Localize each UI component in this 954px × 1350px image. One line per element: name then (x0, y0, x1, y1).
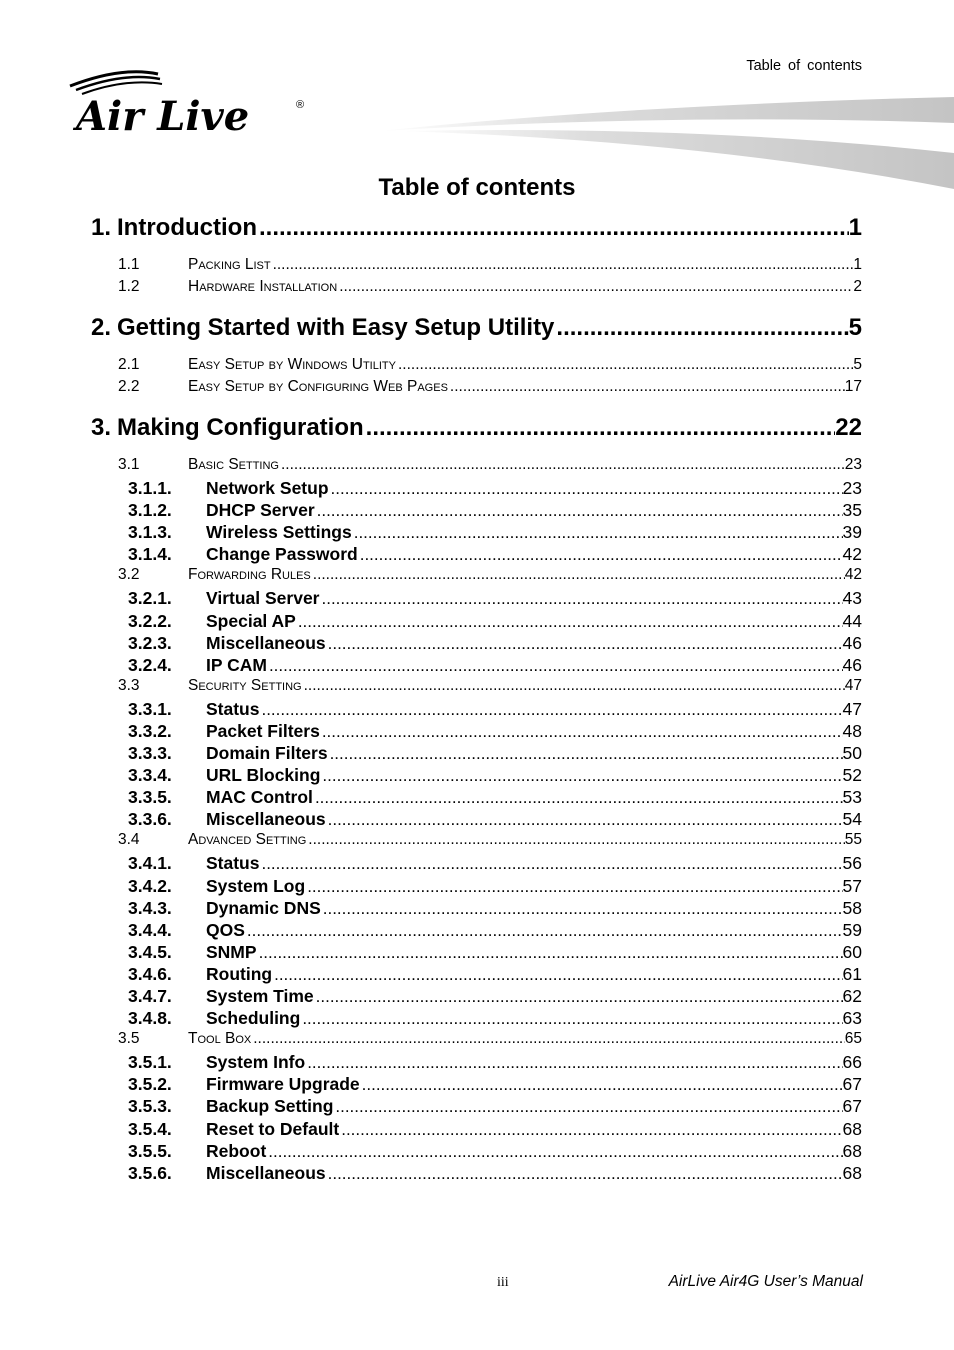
toc-entry-sub[interactable] (91, 765, 862, 787)
toc-entry-label: Reboot (206, 1140, 267, 1161)
toc-entry-label: System Log (206, 875, 306, 896)
toc-entry-sub[interactable] (91, 920, 862, 942)
toc-entry-label: DHCP Server (206, 500, 315, 521)
toc-entry-label: IP CAM (206, 654, 267, 675)
footer-manual-title: AirLive Air4G User’s Manual (668, 1273, 863, 1290)
toc-entry-page: 50 (842, 743, 862, 763)
toc-entry-number: 3.1 (118, 456, 140, 473)
dot-leader (328, 634, 843, 654)
toc-entry-number: 3.5.3. (128, 1096, 172, 1117)
dot-leader (313, 566, 845, 584)
toc-entry-number: 2.2 (118, 378, 140, 395)
toc-entry-number: 3.5.4. (128, 1118, 172, 1139)
dot-leader (261, 854, 842, 874)
running-header: Table of contents (746, 58, 862, 74)
dot-leader (322, 766, 842, 786)
toc-entry-sub[interactable] (91, 544, 862, 566)
toc-entry-page: 35 (842, 500, 862, 521)
toc-entry-sub[interactable] (91, 1096, 862, 1118)
toc-entry-number: 3.2.1. (128, 588, 172, 609)
toc-entry-number: 3.4.1. (128, 853, 172, 874)
dot-leader (335, 1097, 842, 1117)
toc-entry-page: 62 (842, 986, 862, 1006)
dot-leader (341, 1120, 842, 1140)
toc-entry-label: Status (206, 698, 260, 719)
toc-entry-number: 3.4.5. (128, 941, 172, 962)
toc-entry-number: 3.5.2. (128, 1074, 172, 1095)
dot-leader (281, 456, 845, 474)
toc-entry-page: 17 (844, 378, 862, 395)
toc-entry-sub[interactable] (91, 787, 862, 809)
toc-entry-page: 68 (842, 1118, 862, 1139)
toc-entry-number: 3.3.5. (128, 787, 172, 808)
toc-entry-sub[interactable] (91, 699, 862, 721)
toc-entry-label: Special AP (206, 610, 296, 631)
toc-entry-label: Scheduling (206, 1008, 301, 1029)
toc-entry-number: 3.1.4. (128, 544, 172, 565)
toc-entry-number: 3.5.5. (128, 1140, 172, 1161)
toc-entry-number: 3.3.4. (128, 765, 172, 786)
dot-leader (307, 1053, 842, 1073)
toc-entry-label: MAC Control (206, 787, 313, 808)
dot-leader (316, 987, 843, 1007)
dot-leader (259, 943, 843, 963)
toc-entry-label: Firmware Upgrade (206, 1074, 360, 1095)
toc-entry-label: Network Setup (206, 478, 329, 498)
toc-entry-page: 22 (835, 414, 862, 441)
dot-leader (322, 722, 843, 742)
toc-entry-page: 53 (842, 787, 862, 808)
toc-entry-number: 2.1 (118, 356, 140, 373)
toc-entry-sub[interactable] (91, 478, 862, 500)
toc-entry-sub[interactable] (91, 1141, 862, 1163)
toc-entry-sub[interactable] (91, 986, 862, 1008)
toc-entry-label: SNMP (206, 941, 257, 962)
toc-entry-page: 54 (842, 809, 862, 830)
toc-entry-label: Reset to Default (206, 1118, 340, 1139)
toc-entry-label: Basic Setting (188, 456, 279, 473)
dot-leader (398, 356, 853, 374)
toc-entry-chapter[interactable] (91, 214, 862, 244)
toc-entry-number: 1.1 (118, 256, 140, 273)
toc-entry-label: System Info (206, 1052, 306, 1073)
toc-entry-label: Security Setting (188, 676, 302, 694)
registered-mark: ® (296, 99, 305, 111)
toc-entry-number: 3.1.1. (128, 478, 172, 498)
dot-leader (274, 965, 842, 985)
toc-entry-page: 42 (844, 566, 862, 584)
dot-leader (366, 414, 836, 442)
toc-entry-page: 46 (842, 654, 862, 675)
dot-leader (315, 788, 843, 808)
toc-entry-number: 3.3 (118, 676, 140, 694)
toc-entry-number: 3.5.6. (128, 1162, 172, 1183)
toc-entry-label: Forwarding Rules (188, 566, 311, 584)
toc-entry-sub[interactable] (91, 1008, 862, 1030)
dot-leader (253, 1030, 845, 1048)
toc-entry-section[interactable] (91, 256, 862, 276)
dot-leader (360, 545, 843, 565)
toc-entry-label: Virtual Server (206, 588, 320, 609)
toc-entry-number: 3.4.8. (128, 1008, 172, 1029)
toc-entry-number: 3.3.1. (128, 698, 172, 719)
toc-entry-label: Packing List (188, 256, 271, 273)
toc-entry-page: 57 (842, 875, 862, 896)
logo-wordmark: Air Live (76, 93, 250, 138)
dot-leader (247, 921, 843, 941)
toc-entry-sub[interactable] (91, 1052, 862, 1074)
dot-leader (556, 314, 848, 342)
dot-leader (261, 700, 842, 720)
toc-entry-page: 66 (842, 1052, 862, 1073)
toc-entry-page: 5 (848, 314, 862, 341)
toc-entry-number: 2. (91, 314, 112, 341)
toc-entry-number: 3.4.2. (128, 875, 172, 896)
toc-entry-page: 58 (842, 897, 862, 918)
dot-leader (298, 612, 843, 632)
dot-leader (323, 899, 843, 919)
toc-entry-page: 65 (844, 1030, 862, 1048)
toc-entry-number: 3.4.7. (128, 986, 172, 1006)
toc-entry-sub[interactable] (91, 1163, 862, 1185)
toc-entry-label: Miscellaneous (206, 632, 326, 653)
toc-entry-number: 3.5.1. (128, 1052, 172, 1073)
toc-entry-label: Advanced Setting (188, 831, 307, 849)
toc-entry-label: Packet Filters (206, 720, 320, 741)
toc-entry-section[interactable] (91, 378, 862, 398)
dot-leader (339, 278, 853, 296)
toc-entry-label: Easy Setup by Configuring Web Pages (188, 378, 448, 395)
toc-entry-number: 3.2.3. (128, 632, 172, 653)
toc-entry-page: 56 (842, 853, 862, 874)
toc-entry-page: 47 (842, 698, 862, 719)
toc-entry-number: 3.3.2. (128, 720, 172, 741)
toc-entry-number: 1. (91, 214, 112, 241)
toc-entry-label: Easy Setup by Windows Utility (188, 356, 396, 373)
toc-entry-sub[interactable] (91, 809, 862, 831)
toc-entry-label: Hardware Installation (188, 278, 338, 295)
toc-entry-page: 44 (842, 610, 862, 631)
toc-entry-label: Miscellaneous (206, 809, 326, 830)
dot-leader (322, 589, 843, 609)
toc-entry-sub[interactable] (91, 500, 862, 522)
dot-leader (330, 744, 843, 764)
dot-leader (302, 1009, 842, 1029)
toc-title: Table of contents (378, 174, 576, 201)
dot-leader (273, 256, 854, 274)
toc-entry-label: Miscellaneous (206, 1162, 326, 1183)
toc-entry-label: Backup Setting (206, 1096, 334, 1117)
dot-leader (450, 378, 845, 396)
toc-entry-label: Routing (206, 963, 273, 984)
toc-entry-section[interactable] (91, 278, 862, 298)
toc-entry-sub[interactable] (91, 655, 862, 677)
toc-entry-page: 61 (842, 963, 862, 984)
toc-entry-page: 2 (853, 278, 862, 295)
toc-entry-page: 1 (848, 214, 862, 241)
toc-entry-number: 3.4.3. (128, 897, 172, 918)
toc-entry-page: 60 (842, 941, 862, 962)
toc-entry-label: QOS (206, 919, 245, 940)
toc-entry-number: 3.1.3. (128, 522, 172, 543)
toc-entry-sub[interactable] (91, 1119, 862, 1141)
toc-entry-page: 42 (842, 544, 862, 565)
toc-entry-sub[interactable] (91, 721, 862, 743)
toc-entry-number: 3.4 (118, 831, 140, 849)
dot-leader (354, 523, 843, 543)
toc-entry-sub[interactable] (91, 522, 862, 544)
toc-entry-number: 3.5 (118, 1030, 140, 1048)
toc-entry-sub[interactable] (91, 876, 862, 898)
toc-entry-label: Tool Box (188, 1030, 252, 1048)
toc-entry-number: 3.2.4. (128, 654, 172, 675)
toc-entry-number: 3.3.3. (128, 743, 172, 763)
toc-entry-sub[interactable] (91, 964, 862, 986)
toc-entry-label: System Time (206, 986, 314, 1006)
dot-leader (304, 677, 845, 695)
toc-entry-label: Introduction (117, 214, 257, 241)
toc-entry-label: Change Password (206, 544, 358, 565)
toc-entry-number: 3.3.6. (128, 809, 172, 830)
toc-entry-section[interactable] (91, 456, 862, 476)
dot-leader (331, 479, 843, 499)
footer-page-number: iii (497, 1275, 509, 1290)
dot-leader (308, 831, 844, 849)
toc-entry-sub[interactable] (91, 633, 862, 655)
toc-entry-chapter[interactable] (91, 414, 862, 444)
toc-entry-number: 3.2 (118, 566, 140, 584)
toc-entry-label: Domain Filters (206, 743, 328, 763)
toc-entry-section[interactable] (91, 566, 862, 586)
toc-entry-number: 1.2 (118, 278, 140, 295)
toc-entry-sub[interactable] (91, 898, 862, 920)
toc-entry-number: 3.2.2. (128, 610, 172, 631)
toc-entry-section[interactable] (91, 1030, 862, 1050)
toc-entry-section[interactable] (91, 677, 862, 697)
toc-entry-label: Wireless Settings (206, 522, 352, 543)
dot-leader (328, 810, 843, 830)
toc-entry-sub[interactable] (91, 743, 862, 765)
toc-entry-page: 68 (842, 1140, 862, 1161)
dot-leader (328, 1164, 843, 1184)
toc-entry-label: Status (206, 853, 260, 874)
toc-entry-sub[interactable] (91, 611, 862, 633)
toc-entry-sub[interactable] (91, 588, 862, 610)
dot-leader (268, 1142, 842, 1162)
toc-entry-number: 3.1.2. (128, 500, 172, 521)
dot-leader (317, 501, 843, 521)
toc-entry-page: 5 (853, 356, 862, 373)
toc-entry-label: Getting Started with Easy Setup Utility (117, 314, 555, 341)
toc-entry-page: 1 (853, 256, 862, 273)
toc-entry-page: 52 (842, 765, 862, 786)
dot-leader (362, 1075, 843, 1095)
toc-entry-number: 3.4.4. (128, 919, 172, 940)
toc-entry-section[interactable] (91, 356, 862, 376)
dot-leader (259, 214, 849, 242)
toc-entry-sub[interactable] (91, 942, 862, 964)
toc-entry-section[interactable] (91, 831, 862, 851)
toc-entry-page: 43 (842, 588, 862, 609)
toc-entry-sub[interactable] (91, 853, 862, 875)
toc-entry-page: 67 (842, 1074, 862, 1095)
toc-entry-number: 3. (91, 414, 112, 441)
toc-entry-number: 3.4.6. (128, 963, 172, 984)
toc-entry-page: 67 (842, 1096, 862, 1117)
toc-entry-label: URL Blocking (206, 765, 321, 786)
toc-entry-page: 47 (844, 676, 862, 694)
toc-entry-page: 59 (842, 919, 862, 940)
toc-entry-page: 23 (844, 456, 862, 473)
dot-leader (307, 877, 842, 897)
toc-entry-page: 39 (842, 522, 862, 543)
toc-entry-sub[interactable] (91, 1074, 862, 1096)
toc-entry-page: 46 (842, 632, 862, 653)
toc-entry-page: 55 (844, 831, 862, 849)
toc-entry-page: 63 (842, 1008, 862, 1029)
toc-entry-page: 48 (842, 720, 862, 741)
toc-entry-page: 23 (842, 478, 862, 498)
toc-entry-label: Dynamic DNS (206, 897, 321, 918)
toc-entry-label: Making Configuration (117, 414, 364, 441)
dot-leader (269, 656, 843, 676)
toc-entry-page: 68 (842, 1162, 862, 1183)
toc-entry-chapter[interactable] (91, 314, 862, 344)
